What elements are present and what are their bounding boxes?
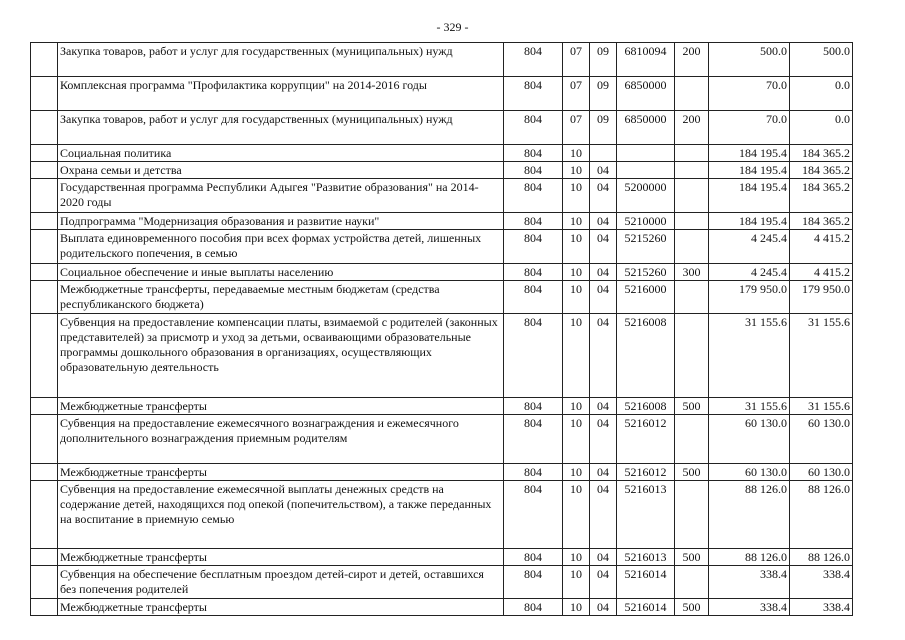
row-org-code: 804	[504, 111, 563, 145]
table-row	[31, 464, 853, 481]
row-amount-1: 4 245.4	[709, 230, 790, 264]
row-blank-cell	[31, 43, 58, 77]
row-subsection: 04	[590, 599, 617, 616]
row-amount-1: 4 245.4	[709, 264, 790, 281]
row-amount-2: 184 365.2	[790, 213, 853, 230]
row-subsection: 09	[590, 77, 617, 111]
row-section: 10	[563, 281, 590, 314]
row-expense-type	[675, 145, 709, 162]
row-expense-type	[675, 415, 709, 464]
row-name: Социальное обеспечение и иные выплаты населению	[58, 264, 504, 281]
row-target-code: 5216013	[617, 481, 675, 549]
row-amount-2: 88 126.0	[790, 481, 853, 549]
row-amount-1: 184 195.4	[709, 179, 790, 213]
row-subsection: 04	[590, 464, 617, 481]
row-amount-2: 179 950.0	[790, 281, 853, 314]
row-section: 10	[563, 264, 590, 281]
table-row	[31, 264, 853, 281]
row-name: Охрана семьи и детства	[58, 162, 504, 179]
row-target-code: 5210000	[617, 213, 675, 230]
row-expense-type: 500	[675, 549, 709, 566]
row-amount-1: 60 130.0	[709, 415, 790, 464]
row-amount-2: 0.0	[790, 77, 853, 111]
row-amount-2: 184 365.2	[790, 145, 853, 162]
table-row	[31, 281, 853, 314]
row-expense-type: 300	[675, 264, 709, 281]
row-blank-cell	[31, 111, 58, 145]
row-subsection: 09	[590, 43, 617, 77]
row-section: 10	[563, 314, 590, 398]
row-org-code: 804	[504, 566, 563, 599]
row-section: 10	[563, 415, 590, 464]
row-org-code: 804	[504, 145, 563, 162]
row-name: Субвенция на предоставление ежемесячного вознаграждения и ежемесячного дополнительного вознаграждения приемным родителям	[58, 415, 504, 464]
row-org-code: 804	[504, 599, 563, 616]
row-target-code: 6850000	[617, 77, 675, 111]
row-target-code	[617, 162, 675, 179]
row-section: 07	[563, 43, 590, 77]
row-amount-1: 500.0	[709, 43, 790, 77]
row-target-code: 5216008	[617, 314, 675, 398]
row-name: Субвенция на предоставление компенсации платы, взимаемой с родителей (законных представителей) за присмотр и уход за детьми, осваивающими образовательные программы дошкольного образования в организациях, осуществляющих образовательную деятельность	[58, 314, 504, 398]
row-expense-type	[675, 566, 709, 599]
row-amount-2: 184 365.2	[790, 162, 853, 179]
row-target-code: 5216000	[617, 281, 675, 314]
row-org-code: 804	[504, 77, 563, 111]
row-subsection: 04	[590, 162, 617, 179]
table-row	[31, 314, 853, 398]
row-amount-1: 60 130.0	[709, 464, 790, 481]
row-blank-cell	[31, 179, 58, 213]
row-section: 10	[563, 481, 590, 549]
row-amount-1: 184 195.4	[709, 145, 790, 162]
row-name: Выплата единовременного пособия при всех формах устройства детей, лишенных родительского попечения, в семью	[58, 230, 504, 264]
row-name: Межбюджетные трансферты	[58, 464, 504, 481]
row-subsection: 04	[590, 481, 617, 549]
table-row	[31, 179, 853, 213]
row-blank-cell	[31, 464, 58, 481]
row-subsection: 09	[590, 111, 617, 145]
row-amount-2: 500.0	[790, 43, 853, 77]
row-target-code: 6810094	[617, 43, 675, 77]
row-blank-cell	[31, 162, 58, 179]
row-target-code	[617, 145, 675, 162]
row-blank-cell	[31, 77, 58, 111]
row-amount-1: 70.0	[709, 111, 790, 145]
page-number: - 329 -	[436, 20, 469, 34]
row-amount-1: 70.0	[709, 77, 790, 111]
row-org-code: 804	[504, 264, 563, 281]
table-row	[31, 481, 853, 549]
row-blank-cell	[31, 566, 58, 599]
row-expense-type	[675, 179, 709, 213]
row-name: Подпрограмма "Модернизация образования и развитие науки"	[58, 213, 504, 230]
row-target-code: 5215260	[617, 230, 675, 264]
row-expense-type: 500	[675, 464, 709, 481]
row-org-code: 804	[504, 549, 563, 566]
row-amount-2: 184 365.2	[790, 179, 853, 213]
row-subsection: 04	[590, 566, 617, 599]
row-name: Закупка товаров, работ и услуг для государственных (муниципальных) нужд	[58, 43, 504, 77]
row-amount-1: 88 126.0	[709, 549, 790, 566]
row-section: 10	[563, 179, 590, 213]
row-expense-type	[675, 281, 709, 314]
row-blank-cell	[31, 599, 58, 616]
row-amount-2: 31 155.6	[790, 398, 853, 415]
table-row	[31, 415, 853, 464]
table-row	[31, 549, 853, 566]
row-amount-2: 4 415.2	[790, 264, 853, 281]
row-name: Межбюджетные трансферты, передаваемые местным бюджетам (средства республиканского бюджета)	[58, 281, 504, 314]
row-target-code: 5216014	[617, 566, 675, 599]
row-blank-cell	[31, 230, 58, 264]
row-target-code: 5216012	[617, 464, 675, 481]
row-amount-2: 4 415.2	[790, 230, 853, 264]
row-org-code: 804	[504, 398, 563, 415]
row-org-code: 804	[504, 230, 563, 264]
row-name: Закупка товаров, работ и услуг для государственных (муниципальных) нужд	[58, 111, 504, 145]
row-section: 10	[563, 398, 590, 415]
row-amount-1: 179 950.0	[709, 281, 790, 314]
row-amount-1: 184 195.4	[709, 213, 790, 230]
row-amount-2: 60 130.0	[790, 464, 853, 481]
row-subsection: 04	[590, 230, 617, 264]
row-name: Комплексная программа "Профилактика коррупции" на 2014-2016 годы	[58, 77, 504, 111]
row-org-code: 804	[504, 415, 563, 464]
row-blank-cell	[31, 398, 58, 415]
row-target-code: 6850000	[617, 111, 675, 145]
row-target-code: 5200000	[617, 179, 675, 213]
row-org-code: 804	[504, 314, 563, 398]
row-expense-type: 500	[675, 599, 709, 616]
budget-table-body	[31, 43, 853, 616]
row-expense-type	[675, 314, 709, 398]
row-blank-cell	[31, 264, 58, 281]
row-subsection: 04	[590, 398, 617, 415]
row-expense-type	[675, 162, 709, 179]
row-amount-2: 31 155.6	[790, 314, 853, 398]
row-blank-cell	[31, 481, 58, 549]
row-name: Субвенция на предоставление ежемесячной выплаты денежных средств на содержание детей, находящихся под опекой (попечительством), а также переданных на воспитание в приемную семью	[58, 481, 504, 549]
table-row	[31, 111, 853, 145]
row-org-code: 804	[504, 481, 563, 549]
row-name: Межбюджетные трансферты	[58, 398, 504, 415]
table-row	[31, 398, 853, 415]
row-expense-type	[675, 213, 709, 230]
budget-table	[30, 42, 853, 616]
row-amount-1: 31 155.6	[709, 398, 790, 415]
row-expense-type: 200	[675, 111, 709, 145]
row-blank-cell	[31, 314, 58, 398]
row-amount-1: 88 126.0	[709, 481, 790, 549]
row-target-code: 5216012	[617, 415, 675, 464]
table-row	[31, 145, 853, 162]
row-blank-cell	[31, 281, 58, 314]
row-target-code: 5215260	[617, 264, 675, 281]
row-name: Социальная политика	[58, 145, 504, 162]
table-row	[31, 566, 853, 599]
row-amount-2: 338.4	[790, 599, 853, 616]
row-section: 10	[563, 162, 590, 179]
row-subsection: 04	[590, 281, 617, 314]
row-amount-2: 88 126.0	[790, 549, 853, 566]
row-section: 10	[563, 549, 590, 566]
row-subsection: 04	[590, 213, 617, 230]
row-expense-type	[675, 230, 709, 264]
row-blank-cell	[31, 549, 58, 566]
row-org-code: 804	[504, 464, 563, 481]
table-row	[31, 77, 853, 111]
row-subsection: 04	[590, 549, 617, 566]
row-subsection: 04	[590, 314, 617, 398]
row-amount-1: 184 195.4	[709, 162, 790, 179]
table-row	[31, 213, 853, 230]
row-subsection: 04	[590, 264, 617, 281]
row-org-code: 804	[504, 213, 563, 230]
table-row	[31, 43, 853, 77]
row-section: 10	[563, 566, 590, 599]
row-target-code: 5216014	[617, 599, 675, 616]
row-blank-cell	[31, 415, 58, 464]
row-section: 07	[563, 111, 590, 145]
row-org-code: 804	[504, 162, 563, 179]
row-subsection: 04	[590, 415, 617, 464]
row-org-code: 804	[504, 281, 563, 314]
row-amount-1: 338.4	[709, 599, 790, 616]
row-target-code: 5216008	[617, 398, 675, 415]
row-name: Межбюджетные трансферты	[58, 549, 504, 566]
row-expense-type: 200	[675, 43, 709, 77]
row-expense-type	[675, 77, 709, 111]
row-section: 10	[563, 230, 590, 264]
row-expense-type	[675, 481, 709, 549]
table-row	[31, 230, 853, 264]
row-name: Субвенция на обеспечение бесплатным проездом детей-сирот и детей, оставшихся без попечения родителей	[58, 566, 504, 599]
row-name: Межбюджетные трансферты	[58, 599, 504, 616]
table-row	[31, 162, 853, 179]
table-row	[31, 599, 853, 616]
row-amount-1: 31 155.6	[709, 314, 790, 398]
row-amount-2: 338.4	[790, 566, 853, 599]
row-org-code: 804	[504, 43, 563, 77]
row-expense-type: 500	[675, 398, 709, 415]
row-name: Государственная программа Республики Адыгея "Развитие образования" на 2014-2020 годы	[58, 179, 504, 213]
row-section: 10	[563, 599, 590, 616]
row-subsection	[590, 145, 617, 162]
row-section: 10	[563, 464, 590, 481]
row-subsection: 04	[590, 179, 617, 213]
row-target-code: 5216013	[617, 549, 675, 566]
row-section: 10	[563, 145, 590, 162]
row-blank-cell	[31, 213, 58, 230]
row-org-code: 804	[504, 179, 563, 213]
row-section: 10	[563, 213, 590, 230]
row-amount-2: 60 130.0	[790, 415, 853, 464]
row-amount-2: 0.0	[790, 111, 853, 145]
row-blank-cell	[31, 145, 58, 162]
row-amount-1: 338.4	[709, 566, 790, 599]
row-section: 07	[563, 77, 590, 111]
